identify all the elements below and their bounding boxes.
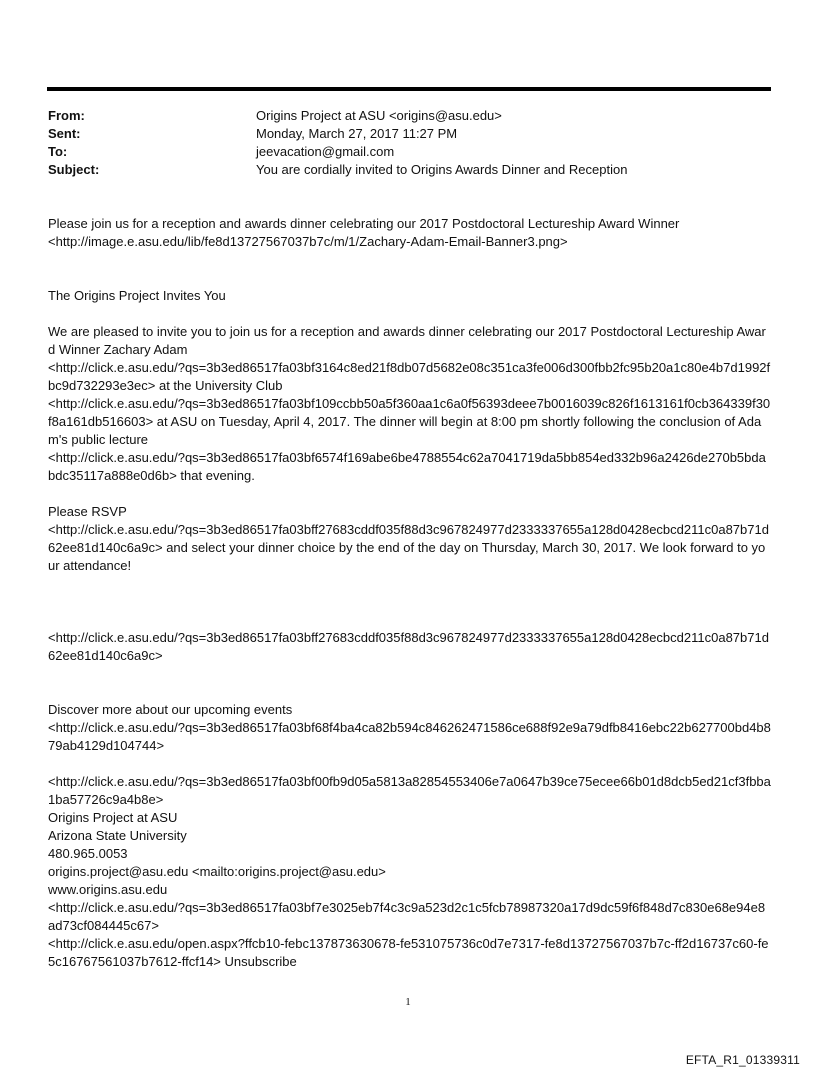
subject-row [48, 161, 778, 179]
sent-row [48, 125, 778, 143]
sent-value: Monday, March 27, 2017 11:27 PM [256, 126, 458, 141]
header-divider [47, 87, 771, 91]
bates-number: EFTA_R1_01339311 [685, 1053, 800, 1067]
rsvp-paragraph: Please RSVP <http://click.e.asu.edu/?qs=3b3ed86517fa03bff27683cddf035f88d3c967824977d2333337655a128d0428ecbcd211c0a87b71d62ee81d140c6a9c> and select your dinner choice by the end of the day on Thursday, March 30, 2017. We look forward to your attendance! [48, 504, 769, 573]
to-value: jeevacation@gmail.com [256, 144, 395, 159]
rsvp-link-block: <http://click.e.asu.edu/?qs=3b3ed86517fa03bff27683cddf035f88d3c967824977d2333337655a128d0428ecbcd211c0a87b71d62ee81d140c6a9c> [48, 630, 769, 663]
intro-paragraph: Please join us for a reception and awards dinner celebrating our 2017 Postdoctoral Lectureship Award Winner <http://image.e.asu.edu/lib/fe8d13727567037b7c/m/1/Zachary-Adam-Email-Banner3.png> [48, 216, 680, 249]
email-header [48, 107, 778, 179]
subject-value: You are cordially invited to Origins Awards Dinner and Reception [256, 162, 628, 177]
from-value: Origins Project at ASU <origins@asu.edu> [256, 108, 502, 123]
signature-block: <http://click.e.asu.edu/?qs=3b3ed86517fa03bf00fb9d05a5813a82854553406e7a0647b39ce75ecee66b01d8dcb5ed21cf3fbba1ba57726c9a4b8e> Origins Project at ASU Arizona State University 480.965.0053 origins.project@asu.edu <mailto:origins.project@asu.edu> www.origins.asu.edu <http://click.e.asu.edu/?qs=3b3ed86517fa03bf7e3025eb7f4c3c9a523d2c1c5fcb78987320a17d9dc59f6f848d7c830e68e94e8ad73cf084445c67> <http://click.e.asu.edu/open.aspx?ffcb10-febc137873630678-fe531075736c0d7e7317-fe8d13727567037b7c-ff2d16737c60-fe5c16767561037b7612-ffcf14> Unsubscribe [48, 774, 771, 969]
invites-heading: The Origins Project Invites You [48, 288, 226, 303]
from-row [48, 107, 778, 125]
to-row [48, 143, 778, 161]
sent-label: Sent: [48, 126, 81, 141]
invite-paragraph: We are pleased to invite you to join us for a reception and awards dinner celebrating our 2017 Postdoctoral Lectureship Award Winner Zachary Adam <http://click.e.asu.edu/?qs=3b3ed86517fa03bf3164c8ed21f8db07d5682e08c351ca3fe006d300fbb2fc95b20a1c80e4b7d1992fbc9d732293e3ec> at the University Club <http://click.e.asu.edu/?qs=3b3ed86517fa03bf109ccbb50a5f360aa1c6a0f56393deee7b0016039c826f1613161f0cb364339f30f8a161db516603> at ASU on Tuesday, April 4, 2017. The dinner will begin at 8:00 pm shortly following the conclusion of Adam's public lecture <http://click.e.asu.edu/?qs=3b3ed86517fa03bf6574f169abe6be4788554c62a7041719da5bb854ed332b96a2426de270b5bdabdc35117a888e0d6b> that evening. [48, 324, 771, 483]
from-label: From: [48, 108, 85, 123]
discover-paragraph: Discover more about our upcoming events <http://click.e.asu.edu/?qs=3b3ed86517fa03bf68f4ba4ca82b594c846262471586ce688f92e9a79dfb8416ebc22b627700bd4b879ab4129d104744> [48, 702, 771, 753]
to-label: To: [48, 144, 68, 159]
email-body [48, 215, 772, 971]
page-number: 1 [405, 996, 411, 1008]
subject-label: Subject: [48, 162, 100, 177]
